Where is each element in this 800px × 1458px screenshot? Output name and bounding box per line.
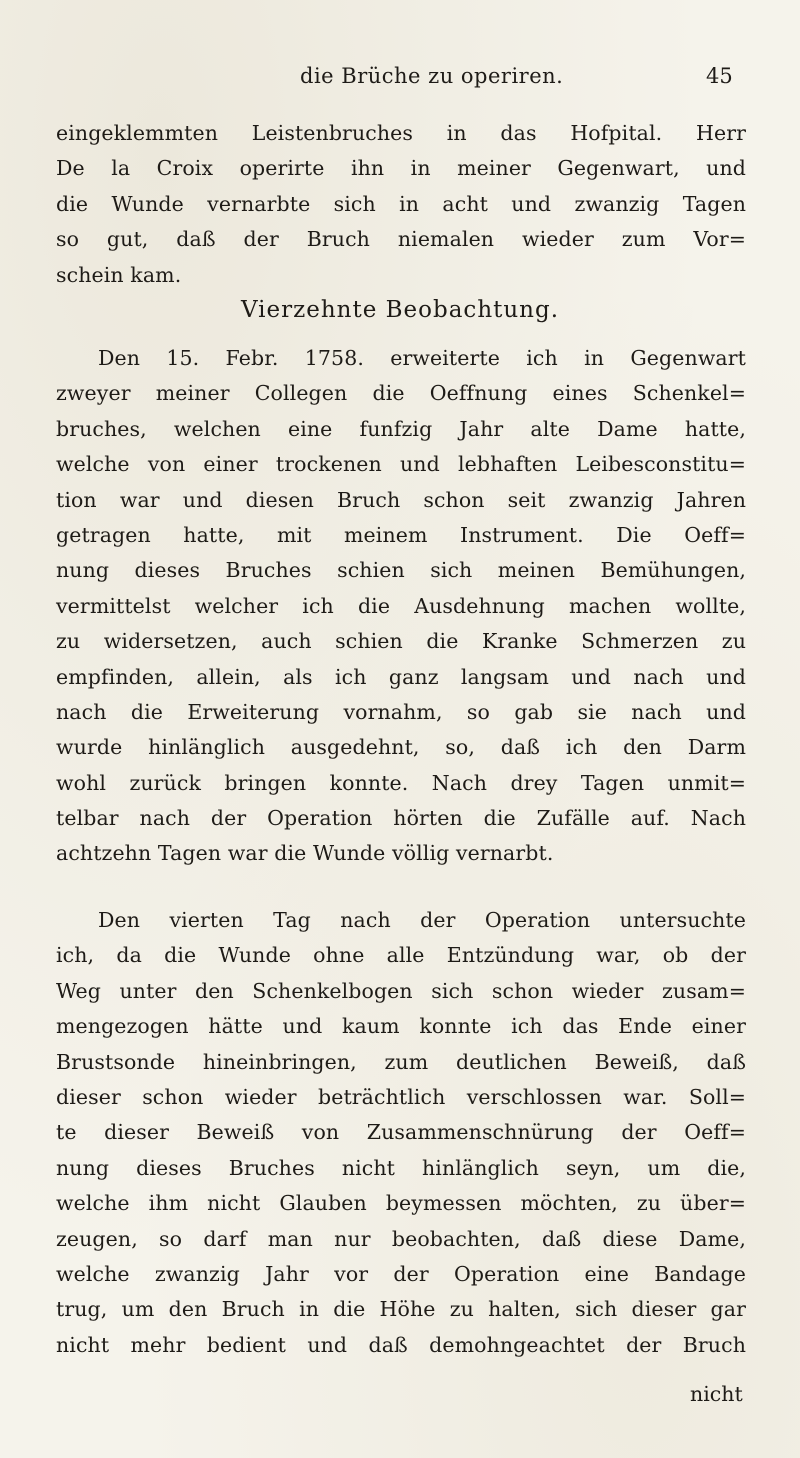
text-line: welche ihm nicht Glauben beymessen möchten, zu über=	[56, 1191, 746, 1216]
text-line: tion war und diesen Bruch schon seit zwanzig Jahren	[56, 487, 746, 512]
text-line: getragen hatte, mit meinem Instrument. Die Oeff=	[56, 522, 746, 547]
text-line: De la Croix operirte ihn in meiner Gegenwart, und	[56, 156, 746, 181]
text-line: Den 15. Febr. 1758. erweiterte ich in Gegenwart	[98, 346, 746, 370]
text-line: welche von einer trockenen und lebhaften Leibesconstitu=	[56, 452, 746, 477]
text-line: zeugen, so darf man nur beobachten, daß diese Dame,	[56, 1226, 746, 1251]
text-line: bruches, welchen eine funfzig Jahr alte Dame hatte,	[56, 416, 746, 441]
page-number: 45	[706, 64, 733, 88]
text-line: welche zwanzig Jahr vor der Operation eine Bandage	[56, 1261, 746, 1286]
text-line: Brustsonde hineinbringen, zum deutlichen Beweiß, daß	[56, 1049, 746, 1074]
catchword: nicht	[690, 1382, 743, 1406]
paragraph-observation	[56, 341, 746, 872]
text-line: wurde hinlänglich ausgedehnt, so, daß ich den Darm	[56, 735, 746, 760]
paragraph-fourth-day	[56, 903, 746, 1363]
text-line: zweyer meiner Collegen die Oeffnung eines Schenkel=	[56, 381, 746, 406]
text-line: Weg unter den Schenkelbogen sich schon wieder zusam=	[56, 978, 746, 1003]
running-head-title: die Brüche zu operiren.	[300, 64, 564, 88]
text-line: nung dieses Bruches schien sich meinen Bemühungen,	[56, 558, 746, 583]
text-line: te dieser Beweiß von Zusammenschnürung der Oeff=	[56, 1120, 746, 1145]
text-line: nung dieses Bruches nicht hinlänglich seyn, um die,	[56, 1155, 746, 1180]
text-line: Den vierten Tag nach der Operation untersuchte	[98, 908, 746, 932]
text-line: dieser schon wieder beträchtlich verschlossen war. Soll=	[56, 1084, 746, 1109]
text-line: mengezogen hätte und kaum konnte ich das Ende einer	[56, 1014, 746, 1039]
section-heading: Vierzehnte Beobachtung.	[240, 297, 560, 323]
text-line: achtzehn Tagen war die Wunde völlig vernarbt.	[56, 841, 554, 866]
text-line: zu widersetzen, auch schien die Kranke Schmerzen zu	[56, 629, 746, 654]
text-line: so gut, daß der Bruch niemalen wieder zum Vor=	[56, 227, 746, 252]
text-line: telbar nach der Operation hörten die Zufälle auf. Nach	[56, 806, 746, 831]
text-line: trug, um den Bruch in die Höhe zu halten, sich dieser gar	[56, 1297, 746, 1322]
text-line: die Wunde vernarbte sich in acht und zwanzig Tagen	[56, 191, 746, 216]
text-line: wohl zurück bringen konnte. Nach drey Tagen unmit=	[56, 770, 746, 795]
text-line: vermittelst welcher ich die Ausdehnung machen wollte,	[56, 593, 746, 618]
text-line: empfinden, allein, als ich ganz langsam und nach und	[56, 664, 746, 689]
paragraph-continued	[56, 116, 746, 293]
running-head	[0, 56, 800, 96]
text-line: schein kam.	[56, 262, 182, 287]
text-line: nach die Erweiterung vornahm, so gab sie nach und	[56, 699, 746, 724]
text-line: eingeklemmten Leistenbruches in das Hofpital. Herr	[56, 121, 746, 145]
text-line: nicht mehr bedient und daß demohngeachtet der Bruch	[56, 1332, 746, 1357]
text-line: ich, da die Wunde ohne alle Entzündung war, ob der	[56, 943, 746, 968]
